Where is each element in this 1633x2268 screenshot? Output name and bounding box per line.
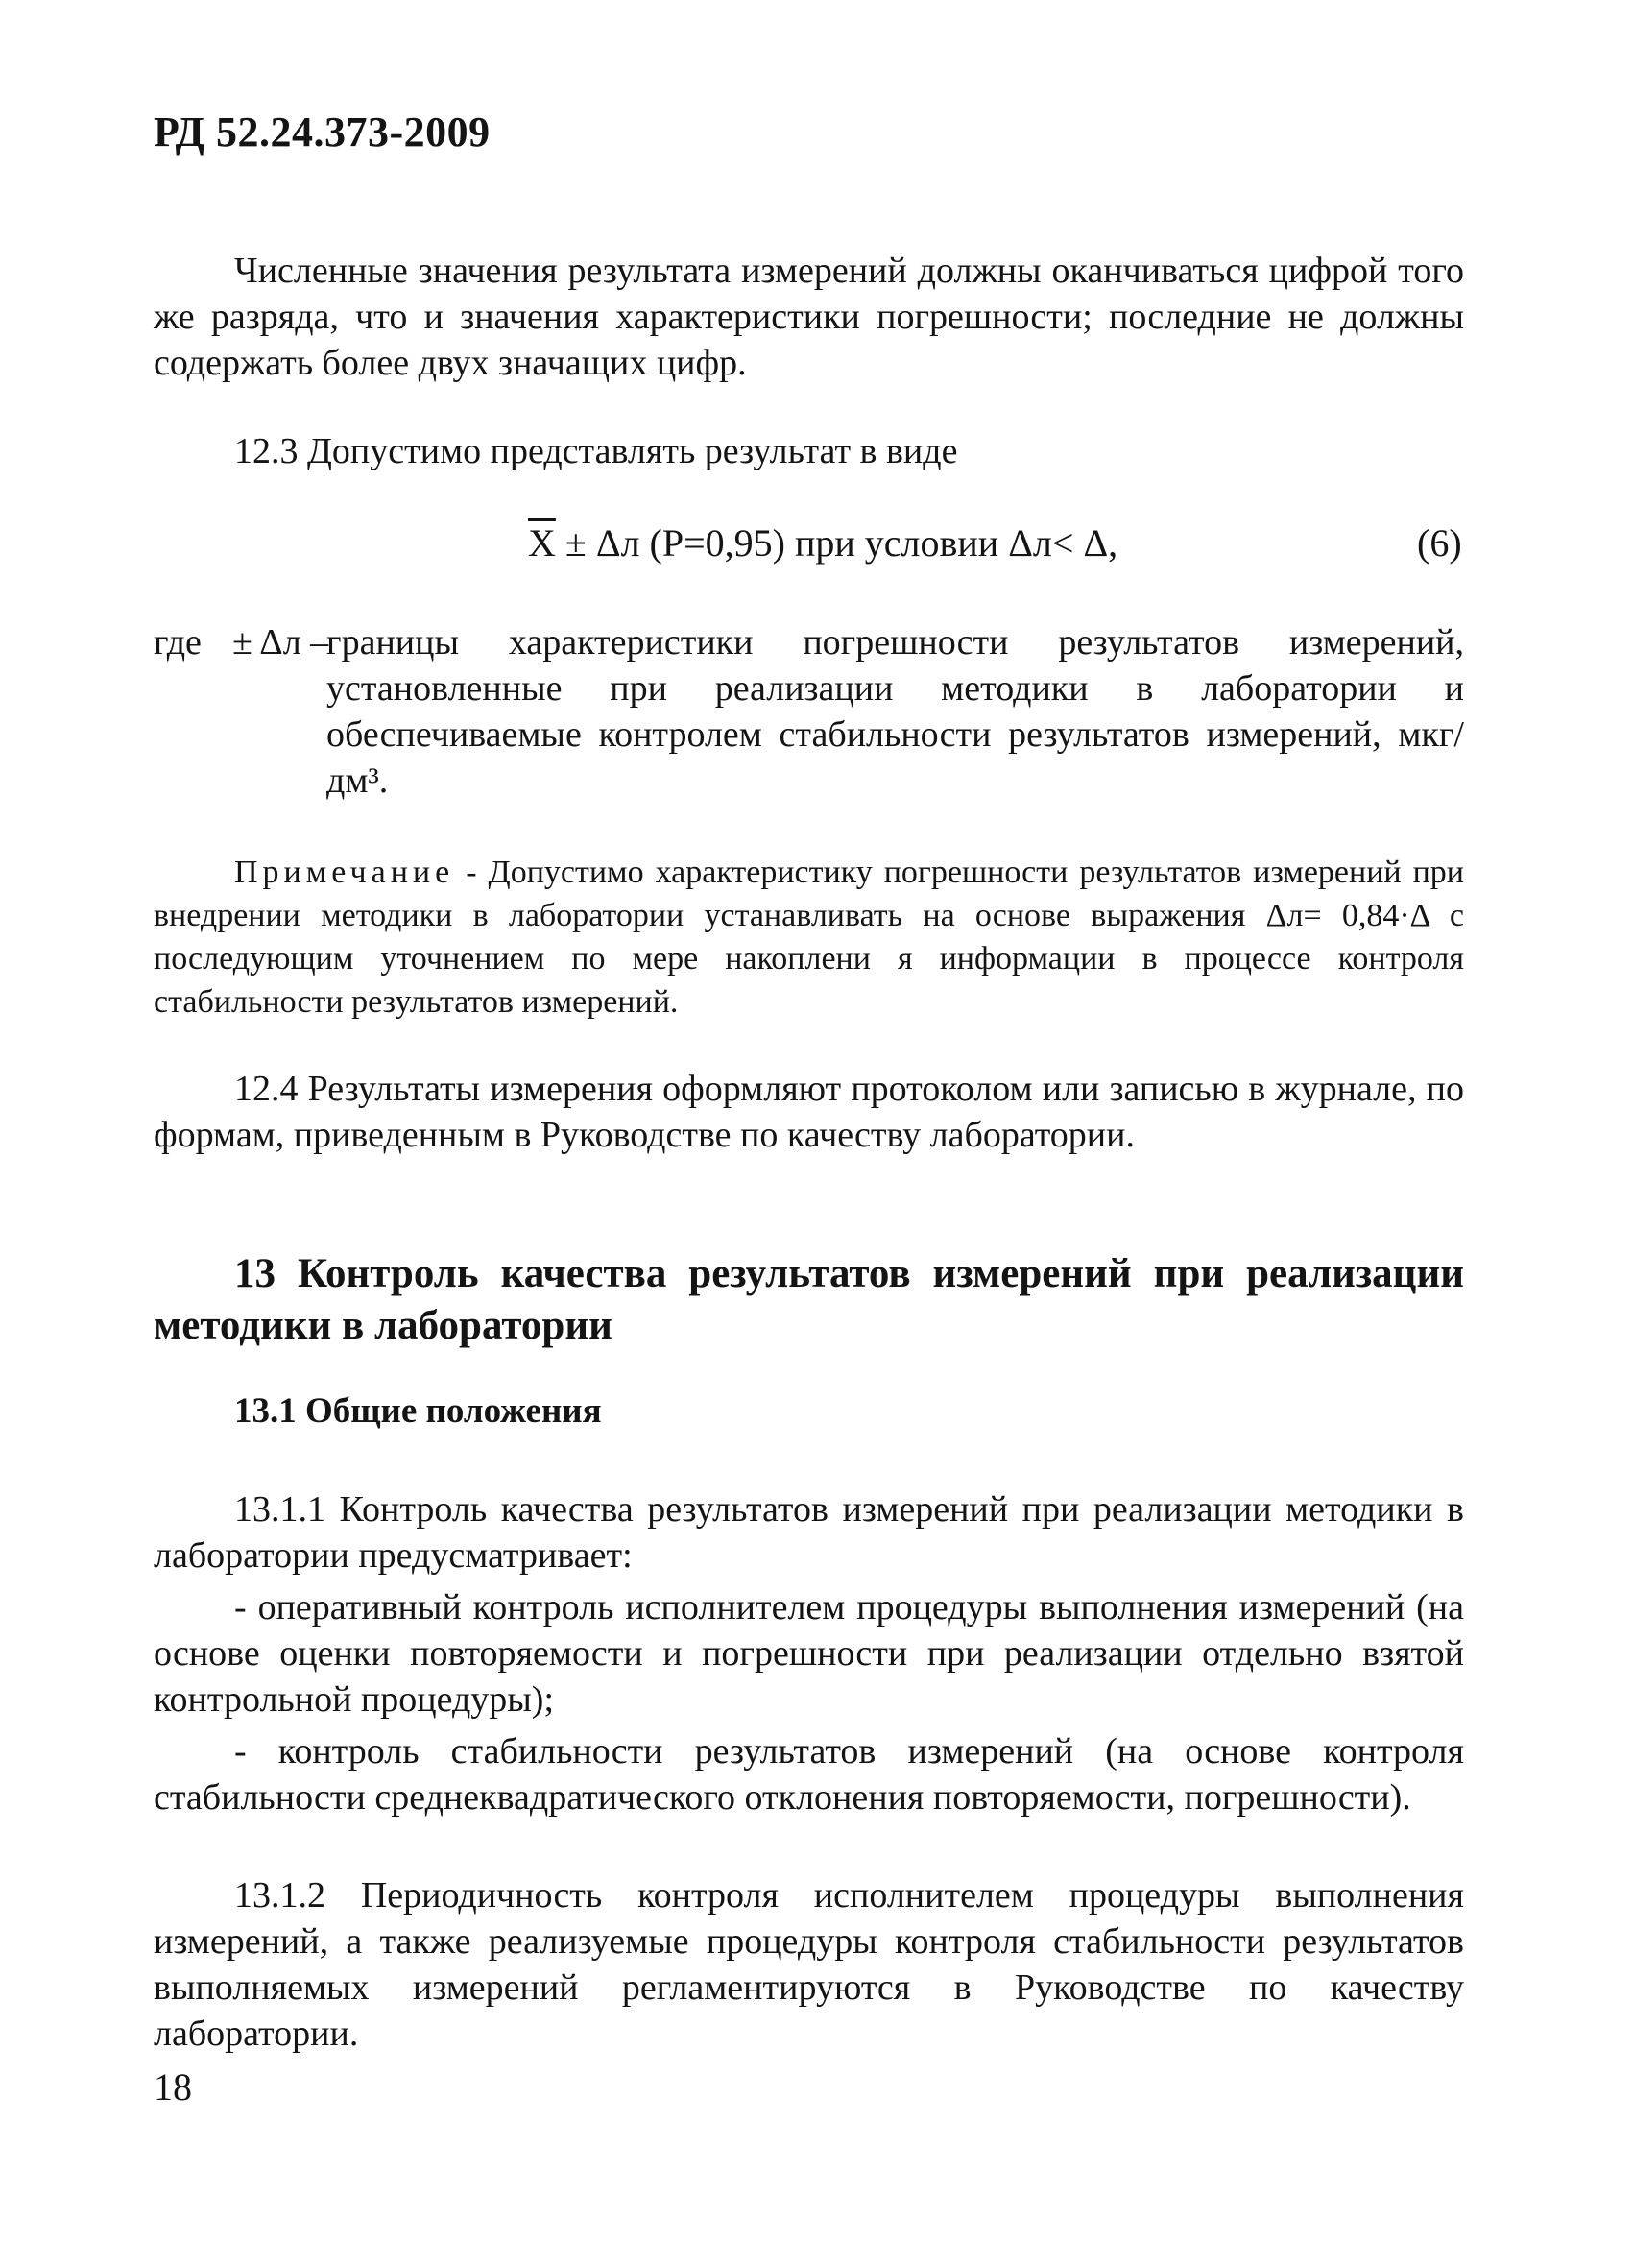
note-block xyxy=(154,851,1464,1024)
equation-number: (6) xyxy=(1417,521,1462,565)
note-text: - Допустимо характеристику погрешности результатов измерений при внедрении методики в лаборатории устанавливать на основе выражения Δл= 0,84·Δ с последующим уточнением по мере накоплени я информации в процессе контроля стабильности результатов измерений. xyxy=(154,855,1465,1020)
paragraph-12-4: 12.4 Результаты измерения оформляют протоколом или записью в журнале, по формам, приведенным в Руководстве по качеству лаборатории. xyxy=(154,1069,1464,1155)
where-definition: границы характеристики погрешности результатов измерений, установленные при реализации методики в лаборатории и обеспечиваемые контролем стабильности результатов измерений, мкг/дм³. xyxy=(326,622,1464,801)
formula-expression: ± Δл (P=0,95) при условии Δл< Δ, xyxy=(564,521,1118,565)
section-13-heading: 13 Контроль качества результатов измерений при реализации методики в лаборатории xyxy=(154,1251,1464,1348)
paragraph-12-3: 12.3 Допустимо представлять результат в виде xyxy=(234,431,958,471)
note-label: Примечание xyxy=(234,855,455,890)
where-symbol: ± Δл – xyxy=(232,622,329,663)
list-item-stability-control: - контроль стабильности результатов измерений (на основе контроля стабильности среднеквадратического отклонения повторяемости, погрешности). xyxy=(154,1731,1464,1818)
paragraph-13-1-2: 13.1.2 Периодичность контроля исполнителем процедуры выполнения измерений, а также реализуемые процедуры контроля стабильности результатов выполняемых измерений регламентируются в Руководстве по качеству лаборатории. xyxy=(154,1875,1464,2054)
section-13-1-heading: 13.1 Общие положения xyxy=(234,1391,602,1431)
page-number: 18 xyxy=(154,2065,192,2109)
formula-6 xyxy=(528,520,1117,566)
where-label: где xyxy=(154,622,202,663)
paragraph-numeric-values: Численные значения результата измерений должны оканчиваться цифрой того же разряда, что и значения характеристики погрешности; последние не должны содержать более двух значащих цифр. xyxy=(154,251,1464,383)
list-item-operative-control: - оперативный контроль исполнителем процедуры выполнения измерений (на основе оценки повторяемости и погрешности при реализации отдельно взятой контрольной процедуры); xyxy=(154,1587,1464,1720)
paragraph-13-1-1: 13.1.1 Контроль качества результатов измерений при реализации методики в лаборатории предусматривает: xyxy=(154,1489,1464,1576)
formula-mean-symbol: $\overline{X}$ xyxy=(528,521,556,565)
document-code-header: РД 52.24.373-2009 xyxy=(154,109,491,156)
